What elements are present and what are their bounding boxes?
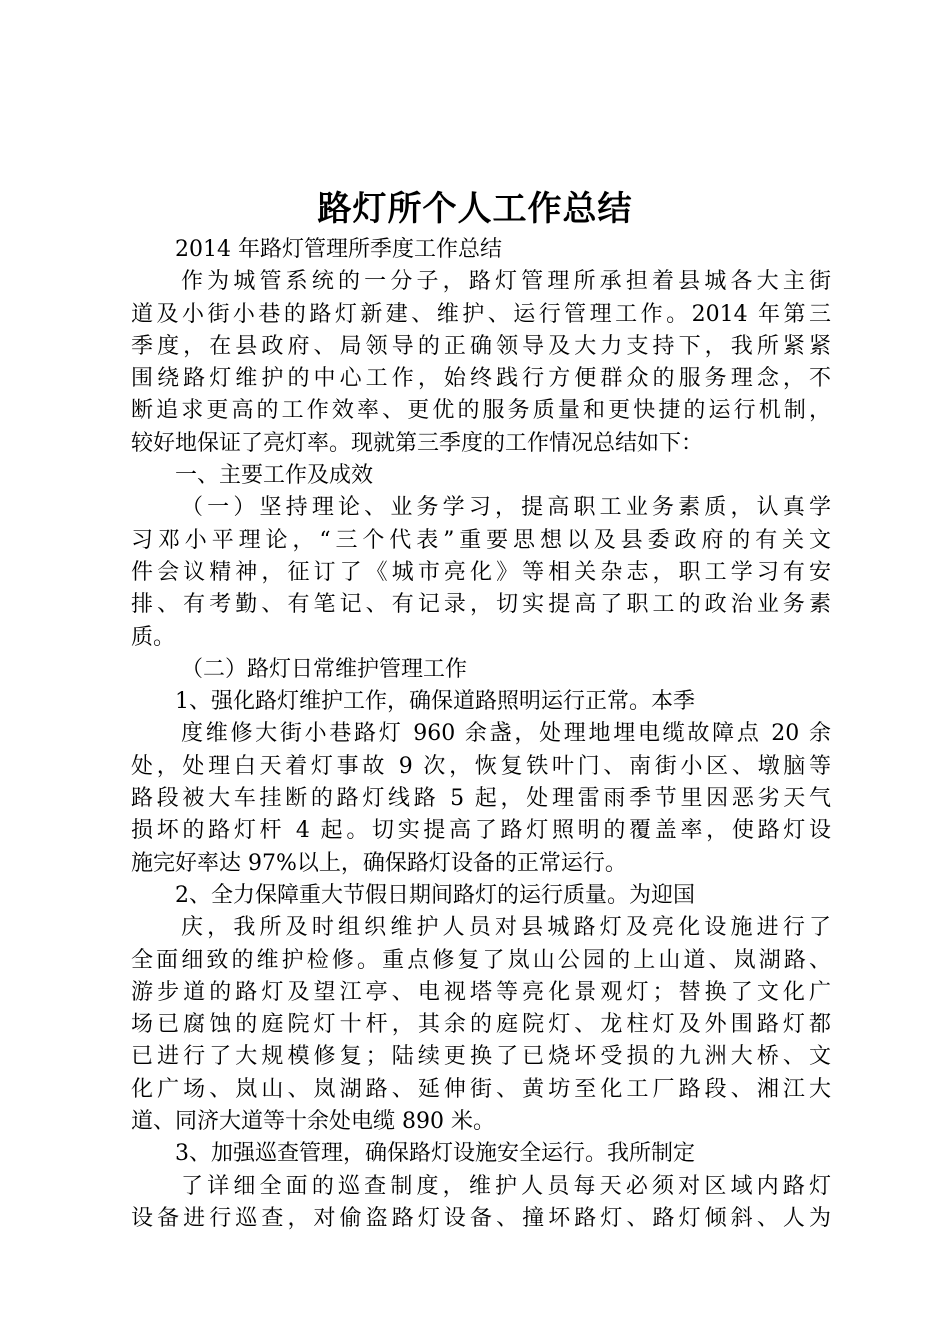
body-line: 度维修大街小巷路灯 960 余盏，处理地埋电缆故障点 20 余	[181, 721, 831, 747]
body-line: 3、加强巡查管理，确保路灯设施安全运行。我所制定	[175, 1141, 695, 1167]
body-line: 了详细全面的巡查制度，维护人员每天必须对区域内路灯	[181, 1173, 831, 1199]
body-line: （一）坚持理论、业务学习，提高职工业务素质，认真学	[181, 495, 831, 521]
body-line: 习邓小平理论，“三个代表”重要思想以及县委政府的有关文	[131, 527, 831, 553]
body-line: 全面细致的维护检修。重点修复了岚山公园的上山道、岚湖路、	[131, 947, 831, 973]
body-line: 件会议精神，征订了《城市亮化》等相关杂志，职工学习有安	[131, 559, 831, 585]
body-line: 2、全力保障重大节假日期间路灯的运行质量。为迎国	[175, 882, 695, 908]
body-line: 排、有考勤、有笔记、有记录，切实提高了职工的政治业务素	[131, 592, 831, 618]
body-line: 作为城管系统的一分子，路灯管理所承担着县城各大主街	[181, 269, 831, 295]
body-line: 季度，在县政府、局领导的正确领导及大力支持下，我所紧紧	[131, 333, 831, 359]
body-line: 施完好率达 97%以上，确保路灯设备的正常运行。	[131, 850, 627, 876]
document-body	[131, 234, 831, 1235]
body-line: 一、主要工作及成效	[175, 463, 374, 489]
body-line: 围绕路灯维护的中心工作，始终践行方便群众的服务理念，不	[131, 366, 831, 392]
body-line: 化广场、岚山、岚湖路、延伸街、黄坊至化工厂路段、湘江大	[131, 1076, 831, 1102]
body-line: 质。	[131, 624, 176, 650]
body-line: 2014 年路灯管理所季度工作总结	[175, 237, 502, 262]
body-line: 场已腐蚀的庭院灯十杆，其余的庭院灯、龙柱灯及外围路灯都	[131, 1012, 831, 1038]
body-line: 庆，我所及时组织维护人员对县城路灯及亮化设施进行了	[181, 915, 831, 941]
body-line: 已进行了大规模修复；陆续更换了已烧坏受损的九洲大桥、文	[131, 1044, 831, 1070]
body-line: 道及小街小巷的路灯新建、维护、运行管理工作。2014 年第三	[131, 301, 831, 327]
body-line: 较好地保证了亮灯率。现就第三季度的工作情况总结如下：	[131, 430, 704, 456]
body-line: 道、同济大道等十余处电缆 890 米。	[131, 1109, 495, 1135]
body-line: 路段被大车挂断的路灯线路 5 起，处理雷雨季节里因恶劣天气	[131, 786, 831, 812]
body-line: 游步道的路灯及望江亭、电视塔等亮化景观灯；替换了文化广	[131, 979, 831, 1005]
body-line: （二）路灯日常维护管理工作	[181, 656, 468, 682]
body-line: 1、强化路灯维护工作，确保道路照明运行正常。本季	[175, 689, 695, 715]
body-line: 处，处理白天着灯事故 9 次，恢复铁叶门、南街小区、墩脑等	[131, 753, 831, 779]
body-line: 损坏的路灯杆 4 起。切实提高了路灯照明的覆盖率，使路灯设	[131, 818, 831, 844]
body-line: 设备进行巡查，对偷盗路灯设备、撞坏路灯、路灯倾斜、人为	[131, 1205, 831, 1231]
document-title: 路灯所个人工作总结	[317, 189, 633, 229]
body-line: 断追求更高的工作效率、更优的服务质量和更快捷的运行机制，	[131, 398, 831, 424]
